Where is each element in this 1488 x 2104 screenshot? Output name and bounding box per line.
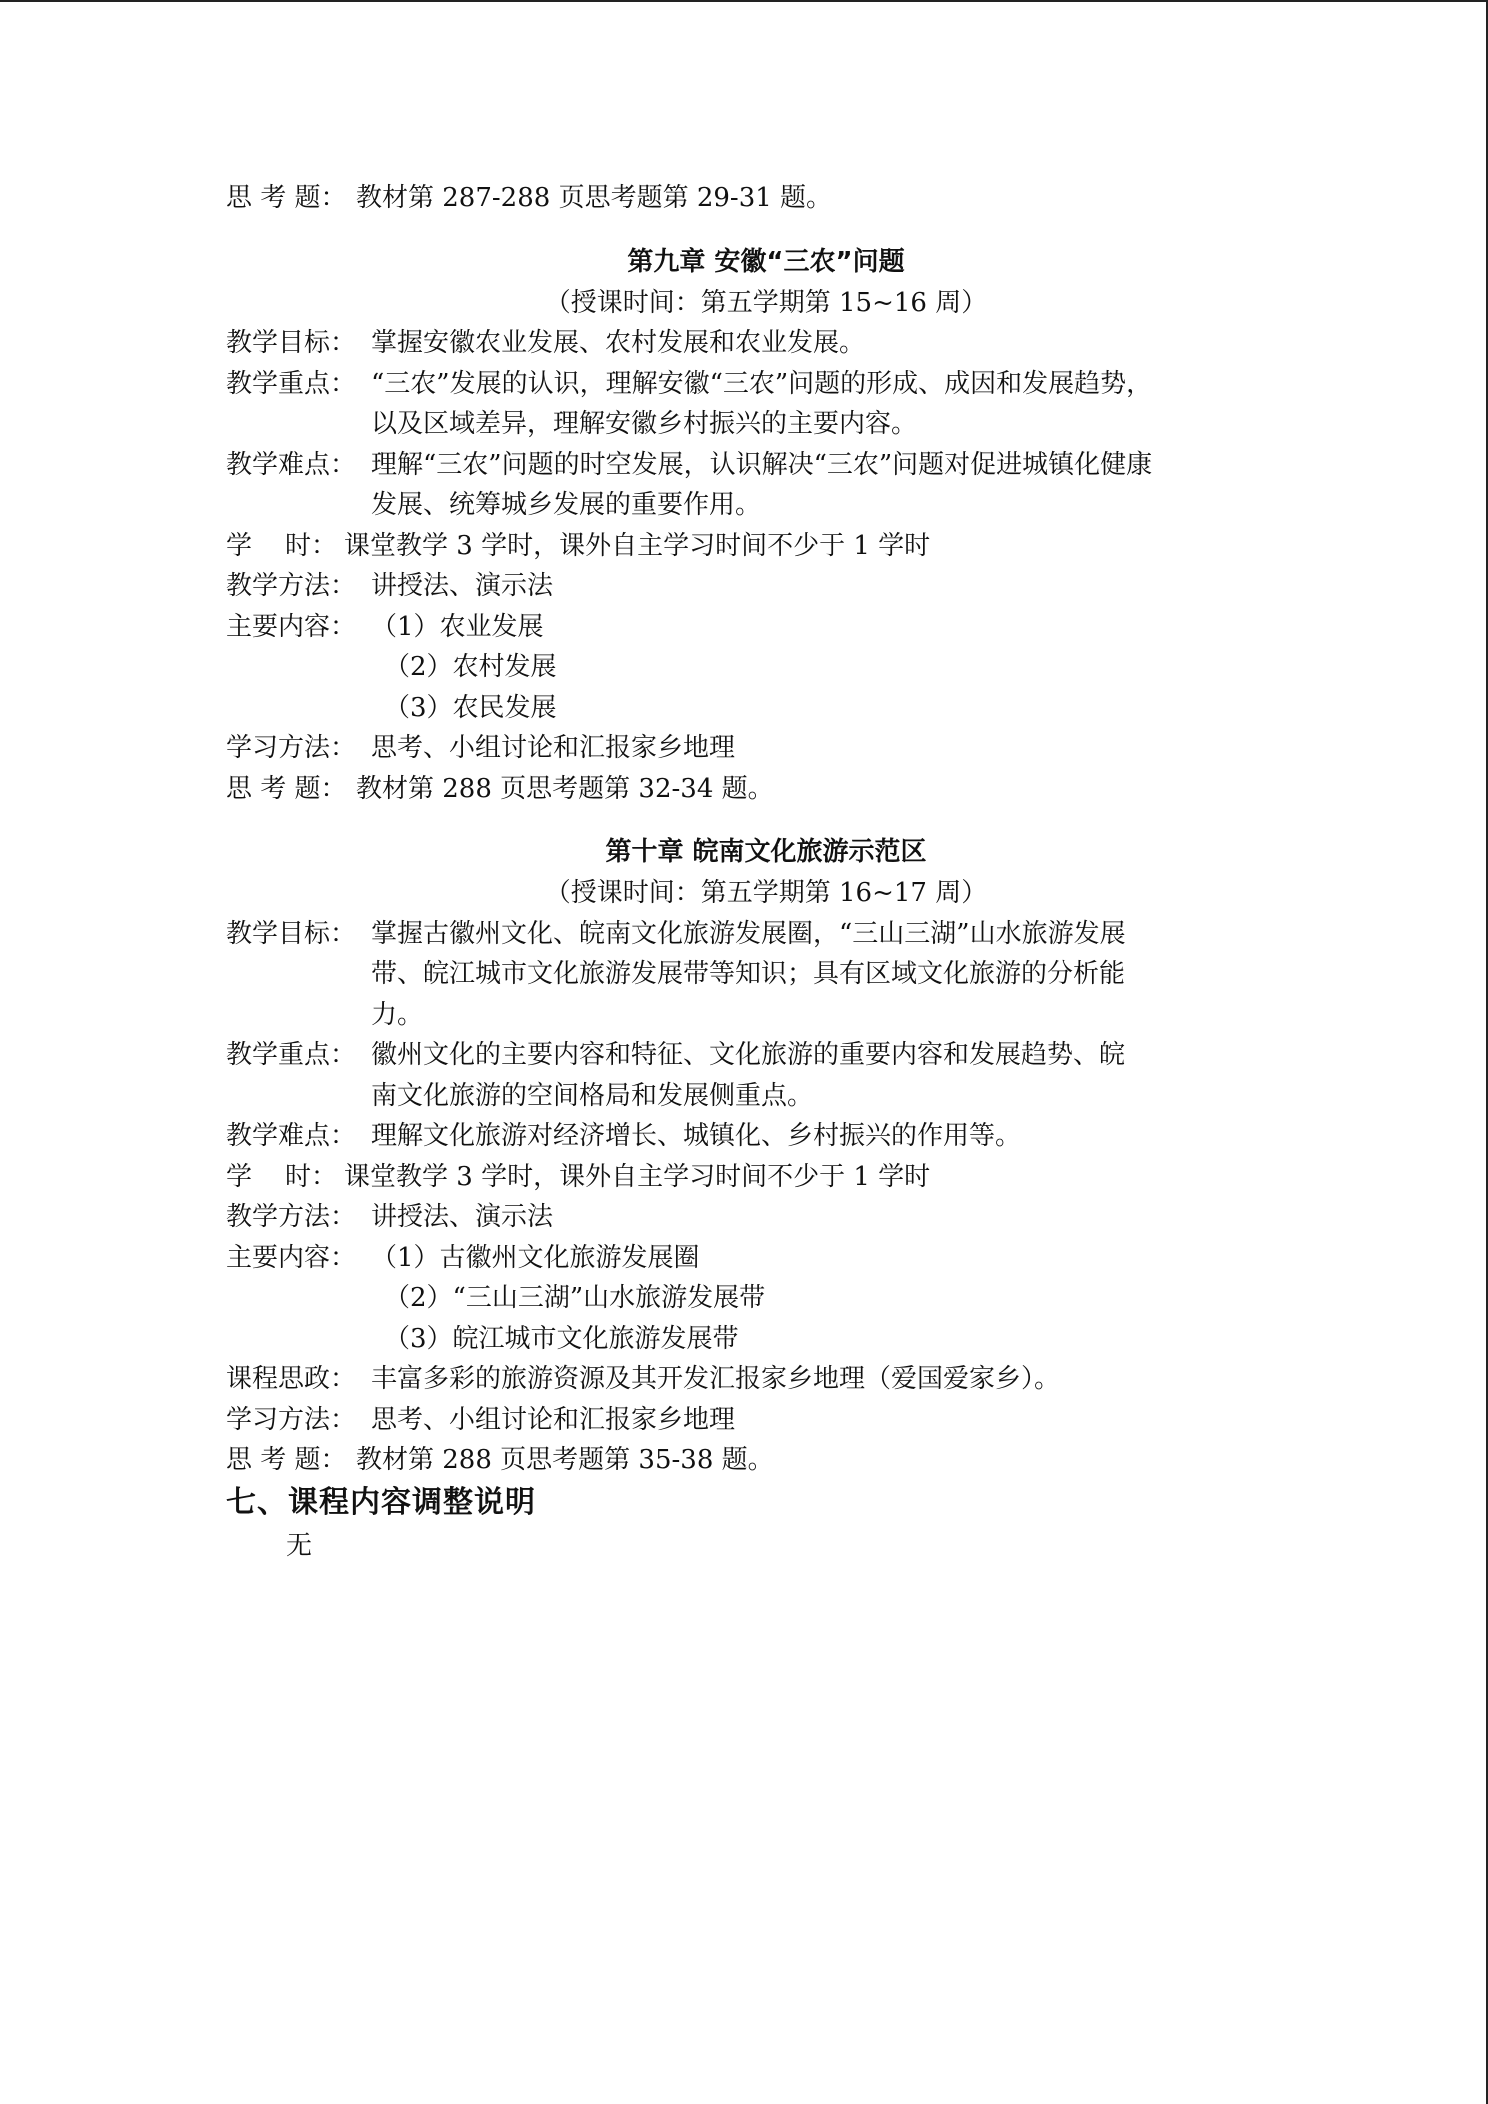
chapter-9-hours bbox=[226, 526, 1266, 567]
key-text-continued: 南文化旅游的空间格局和发展侧重点。 bbox=[371, 1080, 814, 1111]
key-text: “三农”发展的认识，理解安徽“三农”问题的形成、成因和发展趋势， bbox=[371, 368, 1153, 399]
goal-label: 教学目标： bbox=[226, 918, 357, 949]
content-item: （1）农业发展 bbox=[371, 611, 544, 642]
key-label: 教学重点： bbox=[226, 368, 357, 399]
chapter-10-goal bbox=[226, 914, 1266, 955]
questions-text: 教材第 288 页思考题第 35-38 题。 bbox=[356, 1445, 774, 1475]
chapter-9-goal bbox=[226, 323, 1266, 364]
questions-text: 教材第 288 页思考题第 32-34 题。 bbox=[356, 773, 774, 804]
hours-label: 学 时： bbox=[226, 530, 338, 561]
content-label: 主要内容： bbox=[226, 611, 357, 642]
lead-questions bbox=[226, 178, 1266, 219]
section-heading: 七、课程内容调整说明 bbox=[226, 1484, 536, 1520]
chapter-10-questions bbox=[226, 1440, 1266, 1481]
ideology-label: 课程思政： bbox=[226, 1364, 357, 1394]
hours-text: 课堂教学 3 学时，课外自主学习时间不少于 1 学时 bbox=[344, 530, 931, 561]
goal-label: 教学目标： bbox=[226, 328, 357, 358]
spacer bbox=[226, 809, 1266, 831]
chapter-9-questions bbox=[226, 769, 1266, 810]
hours-text: 课堂教学 3 学时，课外自主学习时间不少于 1 学时 bbox=[344, 1161, 931, 1192]
key-text-continued: 以及区域差异，理解安徽乡村振兴的主要内容。 bbox=[371, 409, 918, 439]
content-item: （1）古徽州文化旅游发展圈 bbox=[371, 1242, 700, 1273]
chapter-10-study bbox=[226, 1400, 1266, 1441]
goal-text-continued: 力。 bbox=[371, 999, 424, 1030]
document-body bbox=[226, 178, 1266, 1567]
difficulty-text: 理解“三农”问题的时空发展，认识解决“三农”问题对促进城镇化健康 bbox=[371, 449, 1153, 480]
chapter-9-title: 第九章 安徽“三农”问题 bbox=[627, 246, 905, 277]
method-label: 教学方法： bbox=[226, 1202, 357, 1232]
content-item: （2）“三山三湖”山水旅游发展带 bbox=[384, 1283, 766, 1313]
key-label: 教学重点： bbox=[226, 1040, 357, 1070]
content-item: （2）农村发展 bbox=[384, 652, 557, 682]
ideology-text: 丰富多彩的旅游资源及其开发汇报家乡地理（爱国爱家乡）。 bbox=[371, 1364, 1061, 1394]
content-item: （3）皖江城市文化旅游发展带 bbox=[384, 1323, 739, 1354]
chapter-10-key bbox=[226, 1035, 1266, 1076]
questions-label: 思 考 题： bbox=[226, 773, 347, 804]
hours-label: 学 时： bbox=[226, 1161, 338, 1192]
chapter-10-method bbox=[226, 1197, 1266, 1238]
chapter-10-title: 第十章 皖南文化旅游示范区 bbox=[605, 837, 927, 867]
difficulty-label: 教学难点： bbox=[226, 1121, 357, 1151]
questions-label: 思 考 题： bbox=[226, 183, 347, 213]
method-label: 教学方法： bbox=[226, 571, 357, 601]
chapter-10-content bbox=[226, 1238, 1266, 1279]
study-text: 思考、小组讨论和汇报家乡地理 bbox=[371, 1404, 736, 1435]
chapter-9-key bbox=[226, 364, 1266, 405]
page-edge-top bbox=[0, 0, 1488, 2]
chapter-9-content bbox=[226, 607, 1266, 648]
content-label: 主要内容： bbox=[226, 1242, 357, 1273]
chapter-10-hours bbox=[226, 1157, 1266, 1198]
section-body: 无 bbox=[286, 1530, 313, 1561]
chapter-9-difficulty bbox=[226, 445, 1266, 486]
difficulty-text-continued: 发展、统筹城乡发展的重要作用。 bbox=[371, 490, 762, 520]
method-text: 讲授法、演示法 bbox=[371, 571, 554, 601]
spacer bbox=[226, 219, 1266, 241]
chapter-10-ideology bbox=[226, 1359, 1266, 1400]
goal-text: 掌握安徽农业发展、农村发展和农业发展。 bbox=[371, 328, 866, 358]
difficulty-label: 教学难点： bbox=[226, 449, 357, 480]
questions-label: 思 考 题： bbox=[226, 1445, 347, 1475]
key-text: 徽州文化的主要内容和特征、文化旅游的重要内容和发展趋势、皖 bbox=[371, 1040, 1126, 1070]
goal-text: 掌握古徽州文化、皖南文化旅游发展圈，“三山三湖”山水旅游发展 bbox=[371, 918, 1126, 949]
chapter-9-method bbox=[226, 566, 1266, 607]
study-label: 学习方法： bbox=[226, 733, 357, 763]
questions-text: 教材第 287-288 页思考题第 29-31 题。 bbox=[356, 183, 833, 213]
goal-text-continued: 带、皖江城市文化旅游发展带等知识；具有区域文化旅游的分析能 bbox=[371, 959, 1126, 989]
difficulty-text: 理解文化旅游对经济增长、城镇化、乡村振兴的作用等。 bbox=[371, 1121, 1022, 1151]
method-text: 讲授法、演示法 bbox=[371, 1202, 554, 1232]
study-label: 学习方法： bbox=[226, 1404, 357, 1435]
content-item: （3）农民发展 bbox=[384, 692, 557, 723]
chapter-10-time: （授课时间：第五学期第 16~17 周） bbox=[544, 878, 988, 908]
study-text: 思考、小组讨论和汇报家乡地理 bbox=[371, 733, 736, 763]
chapter-10-difficulty bbox=[226, 1116, 1266, 1157]
chapter-9-time: （授课时间：第五学期第 15~16 周） bbox=[544, 287, 988, 318]
chapter-9-study bbox=[226, 728, 1266, 769]
